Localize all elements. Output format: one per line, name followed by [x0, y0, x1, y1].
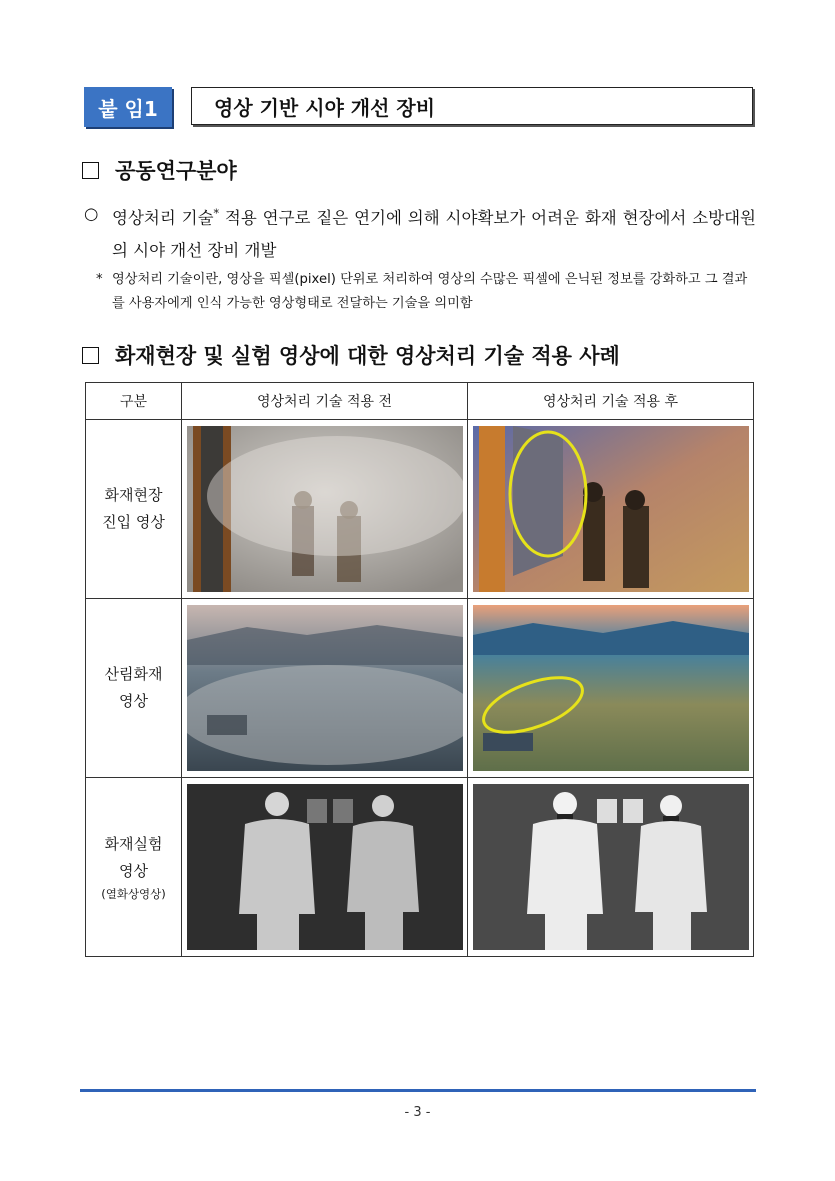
- section-title: 화재현장 및 실험 영상에 대한 영상처리 기술 적용 사례: [115, 344, 620, 368]
- page-header: [84, 87, 755, 127]
- section-heading-research: [82, 155, 237, 185]
- page-number: - 3 -: [404, 1105, 431, 1120]
- bullet-text: 적용 연구로 짙은 연기에 의해 시야확보가 어려운 화재 현장에서 소방대원의 시야 개선 장비 개발: [112, 208, 756, 260]
- enhanced-forest-after-image: [473, 605, 749, 771]
- footnote-text: 영상처리 기술이란, 영상을 픽셀(pixel) 단위로 처리하여 영상의 수많은 픽셀에 은닉된 정보를 강화하고 그 결과를 사용자에게 인식 가능한 영상형태로 전달하는 기술을 의미함: [112, 272, 748, 311]
- bullet-circle-icon: ○: [84, 204, 99, 223]
- before-image-cell: [182, 420, 468, 599]
- page-title: 영상 기반 시야 개선 장비: [191, 87, 753, 125]
- row-label: 화재실험 영상 (열화상영상): [86, 778, 182, 957]
- section-title: 공동연구분야: [115, 159, 237, 183]
- col-header-before: 영상처리 기술 적용 전: [182, 383, 468, 420]
- thermal-after-image: [473, 784, 749, 950]
- footnote-mark: *: [96, 272, 103, 287]
- footer-divider: [80, 1089, 756, 1092]
- after-image-cell: [468, 599, 754, 778]
- attachment-tag: 붙 임1: [84, 87, 172, 127]
- after-image-cell: [468, 420, 754, 599]
- col-header-after: 영상처리 기술 적용 후: [468, 383, 754, 420]
- footnote: [96, 268, 756, 316]
- table-header-row: [86, 383, 754, 420]
- table-row: [86, 778, 754, 957]
- checkbox-square-icon: [82, 347, 99, 364]
- research-bullet: [84, 198, 756, 267]
- before-image-cell: [182, 778, 468, 957]
- table-row: [86, 420, 754, 599]
- smoky-forest-before-image: [187, 605, 463, 771]
- row-label: 화재현장 진입 영상: [86, 420, 182, 599]
- before-image-cell: [182, 599, 468, 778]
- section-heading-cases: [82, 340, 620, 370]
- smoky-corridor-before-image: [187, 426, 463, 592]
- bullet-term: 영상처리 기술: [112, 208, 214, 228]
- after-image-cell: [468, 778, 754, 957]
- case-table: [85, 382, 754, 957]
- row-label: 산림화재 영상: [86, 599, 182, 778]
- thermal-before-image: [187, 784, 463, 950]
- col-header-category: 구분: [86, 383, 182, 420]
- enhanced-corridor-after-image: [473, 426, 749, 592]
- table-row: [86, 599, 754, 778]
- checkbox-square-icon: [82, 162, 99, 179]
- footnote-star: *: [213, 207, 220, 220]
